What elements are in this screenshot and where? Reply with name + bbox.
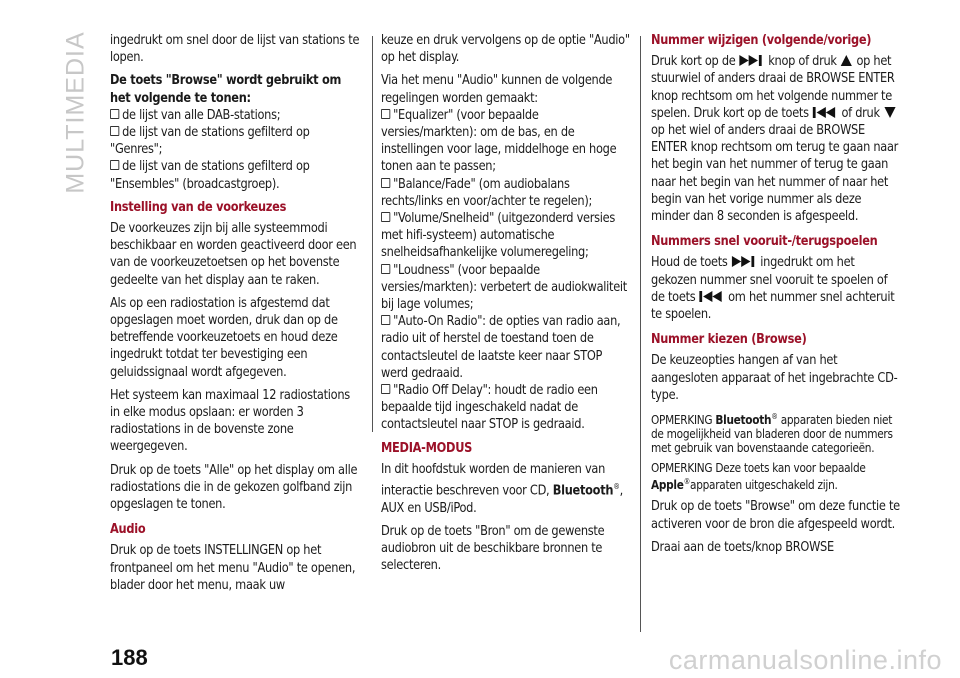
paragraph: Druk op de toets "Alle" op het display om alle radiostations die in de gekozen golfband zijn opgeslagen te tonen. (110, 461, 358, 513)
note: OPMERKING Bluetooth® apparaten bieden niet de mogelijkheid van bladeren door de nummers met gebruik van bovenstaande categorieën. (651, 412, 893, 456)
checkbox-bullet-icon (110, 126, 119, 136)
column-divider (640, 36, 641, 632)
paragraph: In dit hoofdstuk worden de manieren van interactie beschreven voor CD, Bluetooth®, AUX en USB/iPod. (381, 460, 623, 516)
bullet-item: "Volume/Snelheid" (uitgezonderd versies met hifi-systeem) automatische snelheidsafhankelijke volumeregeling; (381, 210, 616, 261)
paragraph: Houd de toets ingedrukt om het gekozen nummer snel vooruit te spoelen of de toets om het nummer snel achteruit te spoelen. (651, 254, 895, 323)
note: OPMERKING Deze toets kan voor bepaalde Apple®apparaten uitgeschakeld zijn. (651, 460, 866, 493)
paragraph: Als op een radiostation is afgestemd dat opgeslagen moet worden, druk dan op de betreffende voorkeuzetoets en houd deze ingedrukt totdat ter bevestiging een geluidssignaal wordt afgegeven. (110, 294, 338, 380)
column-2 (381, 32, 630, 581)
paragraph: De voorkeuzes zijn bij alle systeemmodi beschikbaar en worden geactiveerd door een van de voorkeuzetoetsen op het bovenste gedeelte van het display aan te raken. (110, 220, 357, 288)
paragraph: Druk op de toets "Bron" om de gewenste audiobron uit de beschikbare bronnen te selecteren. (381, 523, 605, 574)
paragraph: Druk op de toets INSTELLINGEN op het frontpaneel om het menu "Audio" te openen, blader door het menu, maak uw (110, 542, 356, 593)
bullet-item: "Equalizer" (voor bepaalde versies/markten): om de bas, en de instellingen voor lage, middelhoge en hoge tonen aan te passen; (381, 106, 617, 175)
section-heading: MEDIA-MODUS (381, 439, 473, 456)
paragraph: Druk kort op de knop of druk op het stuurwiel of anders draai de BROWSE ENTER knop rechtsom om het volgende nummer te spelen. Druk kort op de toets of druk op het wiel of anders draai de BROWSE ENTER knop rechtsom om terug te gaan naar het begin van het nummer of terug te gaan naar het begin van het nummer of naar het begin van het vorige nummer als deze minder dan 8 seconden is afgespeeld. (651, 53, 899, 225)
down-arrow-icon (883, 106, 896, 119)
section-heading: Nummer kiezen (Browse) (651, 331, 807, 348)
page-number: 188 (111, 645, 148, 670)
bullet-item: "Loudness" (voor bepaalde versies/markten): verbetert de audiokwaliteit bij lage volumes; (381, 261, 627, 313)
paragraph: De keuzeopties hangen af van het aangesloten apparaat of het ingebrachte CD-type. (651, 352, 898, 403)
paragraph: keuze en druk vervolgens op de optie "Audio" op het display. (381, 32, 630, 66)
paragraph: Draai aan de toets/knop BROWSE (651, 538, 834, 555)
section-heading: Audio (110, 521, 146, 538)
checkbox-bullet-icon (381, 212, 390, 222)
bullet-item: "Auto-On Radio": de opties van radio aan, radio uit of herstel de toestand toen de contactsleutel de laatste keer naar STOP werd gedraaid. (381, 313, 621, 381)
section-heading: Nummers snel vooruit-/terugspoelen (651, 233, 878, 250)
paragraph: ingedrukt om snel door de lijst van stations te lopen. (110, 32, 360, 66)
section-heading: Nummer wijzigen (volgende/vorige) (651, 32, 872, 48)
paragraph-bold: De toets "Browse" wordt gebruikt om het volgende te tonen: (110, 72, 342, 106)
previous-track-icon (812, 106, 838, 119)
column-divider (372, 36, 373, 432)
checkbox-bullet-icon (381, 315, 390, 325)
up-arrow-icon (840, 54, 853, 67)
bullet-item: de lijst van alle DAB-stations; (110, 107, 359, 124)
paragraph: Druk op de toets "Browse" om deze functie te activeren voor de bron die afgespeeld wordt. (651, 498, 900, 532)
column-1 (110, 32, 359, 600)
checkbox-bullet-icon (381, 384, 390, 394)
column-3 (651, 32, 900, 562)
paragraph: Het systeem kan maximaal 12 radiostations in elke modus opslaan: er worden 3 radiostations in de bovenste zone weergegeven. (110, 386, 350, 455)
next-track-icon (731, 255, 757, 268)
bullet-item: "Balance/Fade" (om audiobalans rechts/links en voor/achter te regelen); (381, 175, 593, 209)
paragraph: Via het menu "Audio" kunnen de volgende regelingen worden gemaakt: (381, 72, 613, 106)
checkbox-bullet-icon (381, 109, 390, 119)
checkbox-bullet-icon (110, 160, 119, 170)
checkbox-bullet-icon (381, 264, 390, 274)
next-track-icon (739, 54, 765, 67)
checkbox-bullet-icon (381, 178, 390, 188)
previous-track-icon (699, 290, 725, 303)
watermark: carmanualsonline.info (668, 645, 942, 675)
checkbox-bullet-icon (110, 109, 119, 119)
bullet-item: de lijst van de stations gefilterd op "Ensembles" (broadcastgroep). (110, 158, 310, 192)
section-heading: Instelling van de voorkeuzes (110, 198, 287, 215)
section-label: MULTIMEDIA (61, 31, 90, 194)
bullet-item: de lijst van de stations gefilterd op "Genres"; (110, 124, 310, 158)
bullet-item: "Radio Off Delay": houdt de radio een bepaalde tijd ingeschakeld nadat de contactsleutel naar STOP is gedraaid. (381, 382, 598, 433)
